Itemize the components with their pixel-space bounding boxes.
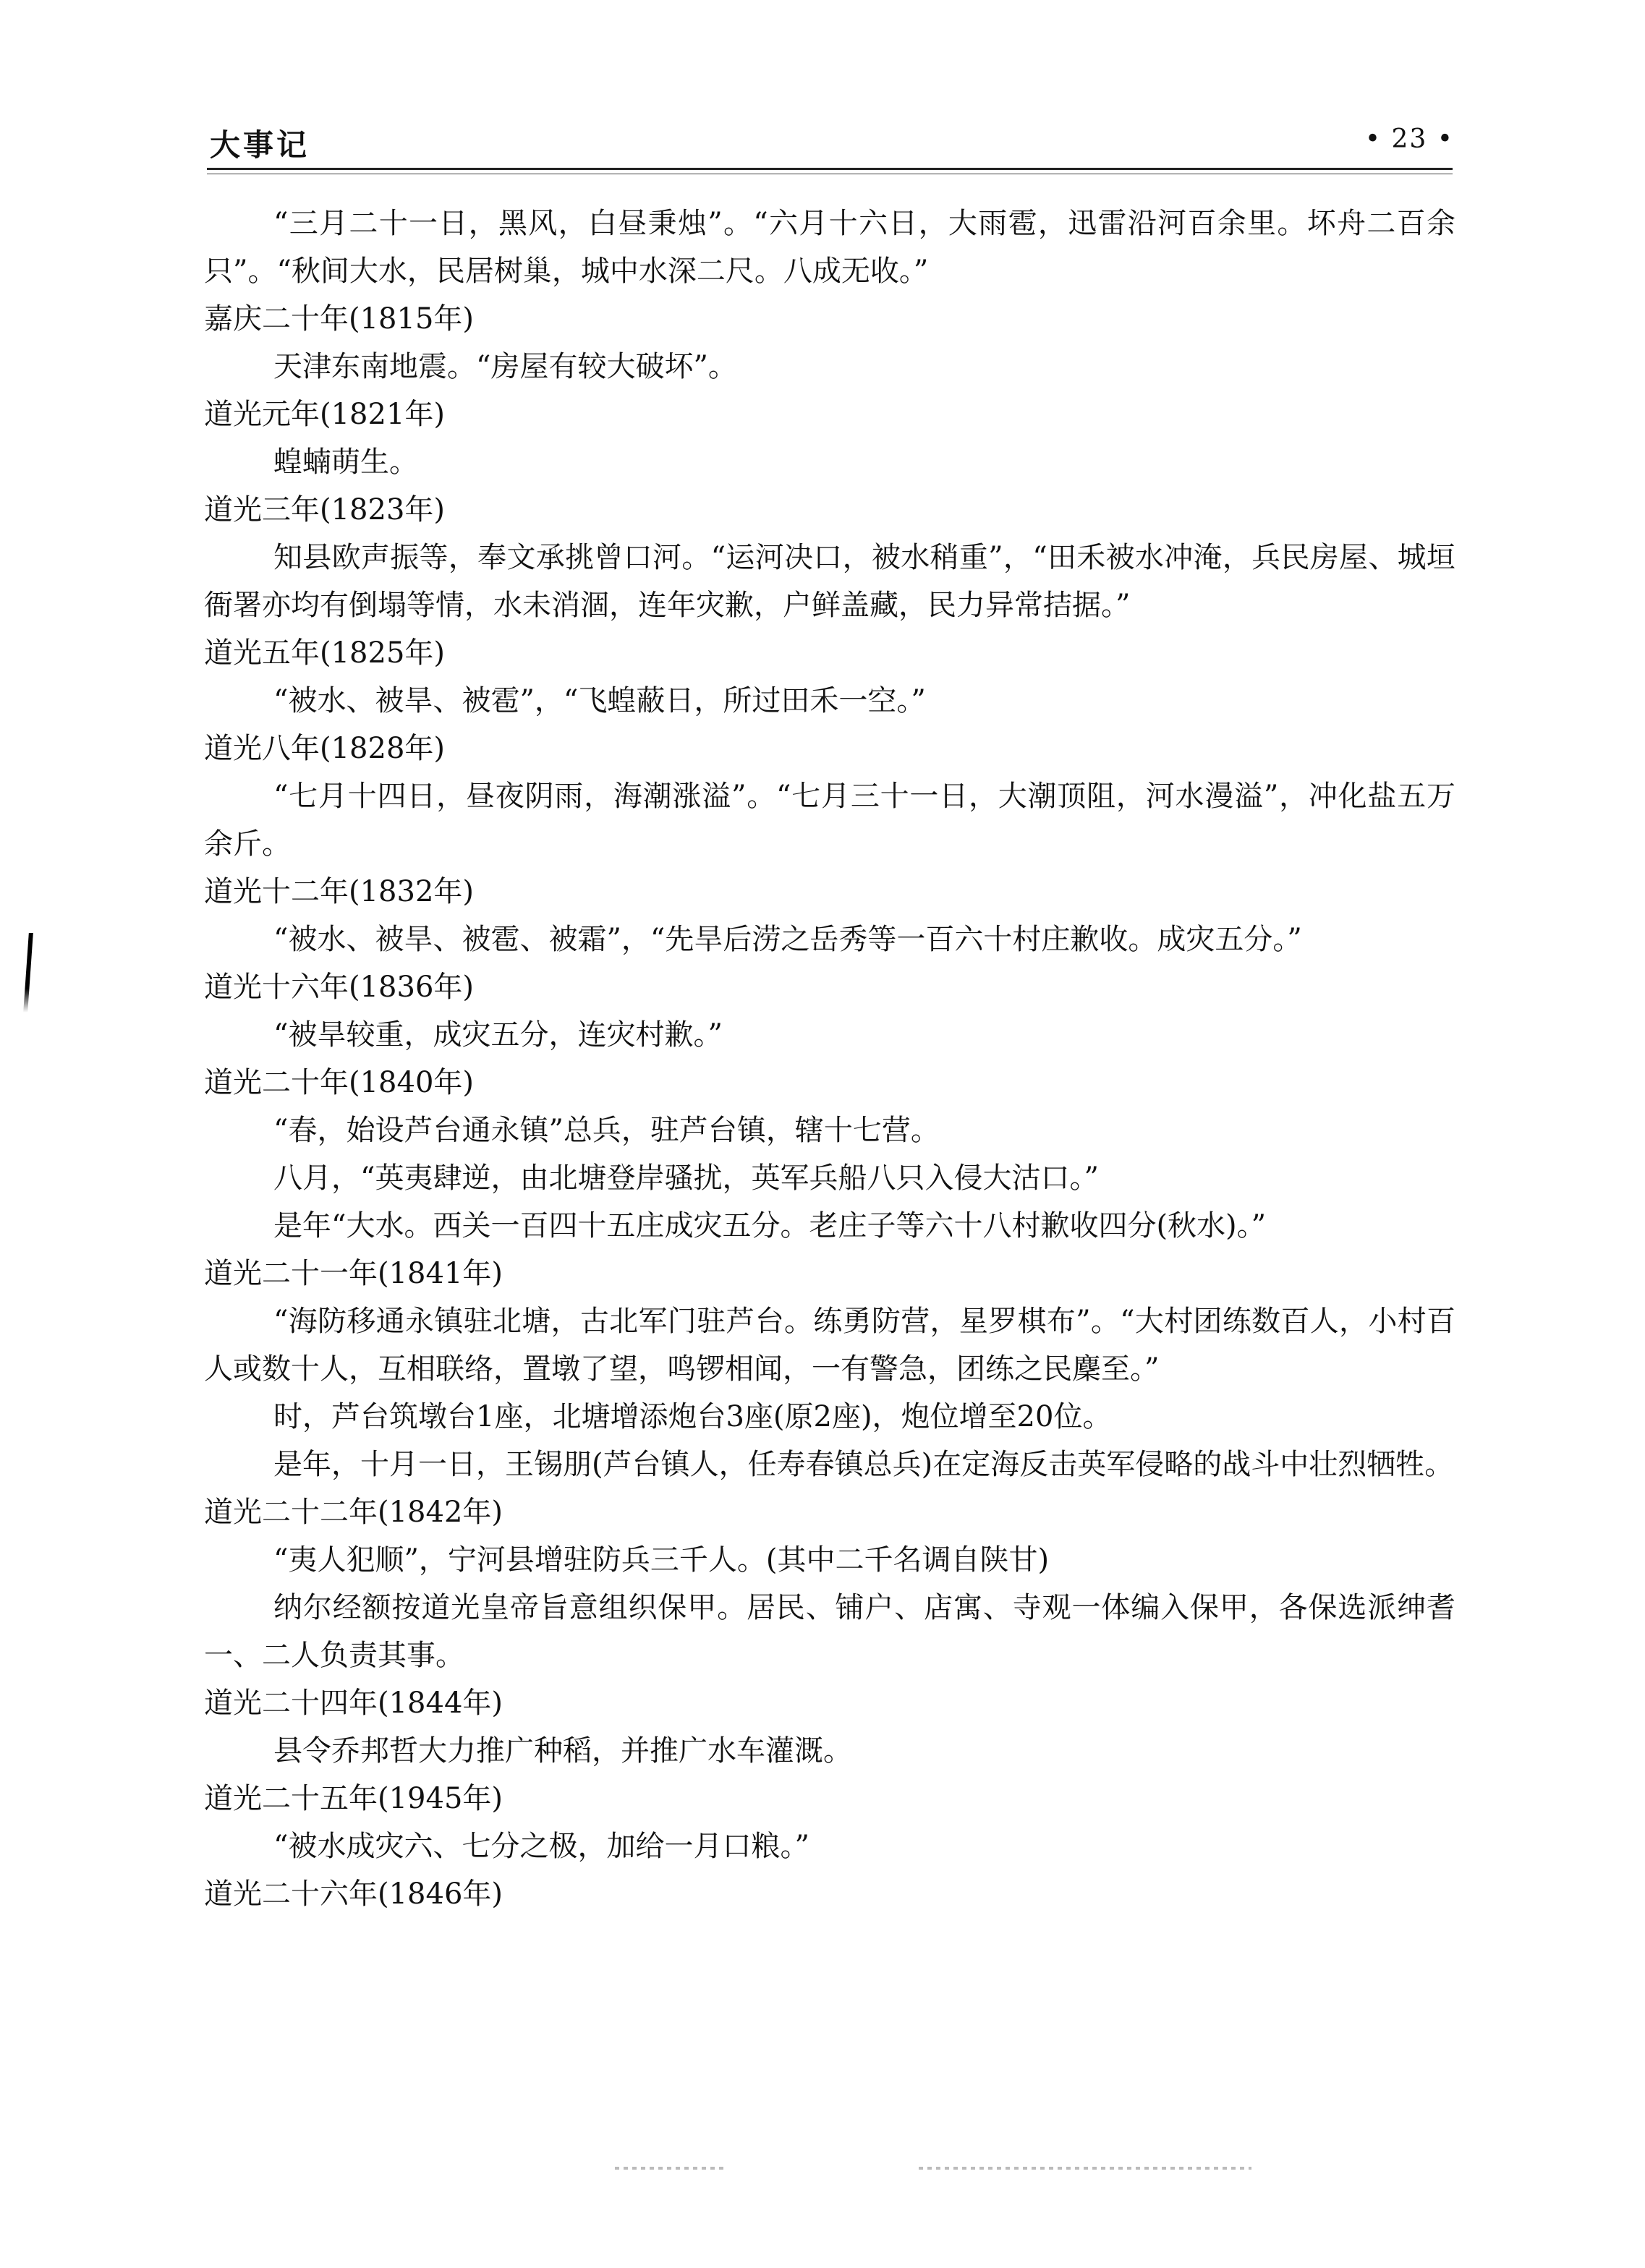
year-heading: 道光八年(1828年) [204,732,446,765]
entry-paragraph: “被水成灾六、七分之极，加给一月口粮。” [273,1830,809,1863]
year-heading: 道光二十二年(1842年) [204,1496,503,1529]
entry-paragraph: 时，芦台筑墩台1座，北塘增添炮台3座(原2座)，炮位增至20位。 [273,1400,1112,1433]
year-heading: 道光二十六年(1846年) [204,1877,503,1911]
entry-paragraph: 县令乔邦哲大力推广种稻，并推广水车灌溉。 [273,1734,852,1768]
scan-margin-mark [23,933,33,1012]
year-heading: 道光二十一年(1841年) [204,1257,503,1290]
year-heading: 道光五年(1825年) [204,636,446,670]
entry-paragraph: “春，始设芦台通永镇”总兵，驻芦台镇，辖十七营。 [273,1114,940,1147]
year-heading: 道光十二年(1832年) [204,875,475,908]
scan-artifact [615,2167,723,2170]
year-heading: 道光二十五年(1945年) [204,1782,503,1815]
scan-artifact [919,2167,1251,2170]
entry-paragraph: 八月，“英夷肆逆，由北塘登岸骚扰，英军兵船八只入侵大沽口。” [273,1161,1099,1195]
entry-paragraph: 纳尔经额按道光皇帝旨意组织保甲。居民、铺户、店寓、寺观一体编入保甲，各保选派绅耆一、二人负责其事。 [204,1591,1455,1672]
year-heading: 道光二十年(1840年) [204,1066,475,1099]
page-number: • 23 • [1364,124,1454,154]
entry-paragraph: “夷人犯顺”，宁河县增驻防兵三千人。(其中二千名调自陕甘) [273,1543,1050,1577]
entry-paragraph: “被水、被旱、被雹、被霜”，“先旱后涝之岳秀等一百六十村庄歉收。成灾五分。” [273,923,1302,956]
year-heading: 嘉庆二十年(1815年) [204,302,475,336]
entry-paragraph: “三月二十一日，黑风，白昼秉烛”。“六月十六日，大雨雹，迅雷沿河百余里。坏舟二百余只”。“秋间大水，民居树巢，城中水深二尺。八成无收。” [204,207,1455,288]
running-title: 大事记 [210,127,310,163]
entry-paragraph: “七月十四日，昼夜阴雨，海潮涨溢”。“七月三十一日，大潮顶阻，河水漫溢”，冲化盐五万余斤。 [204,780,1455,861]
year-heading: 道光三年(1823年) [204,493,446,526]
year-heading: 道光十六年(1836年) [204,971,475,1004]
entry-paragraph: 天津东南地震。“房屋有较大破坏”。 [273,350,737,383]
header-rule [207,168,1453,170]
entry-paragraph: “海防移通永镇驻北塘，古北军门驻芦台。练勇防营，星罗棋布”。“大村团练数百人，小村百人或数十人，互相联络，置墩了望，鸣锣相闻，一有警急，团练之民麇至。” [204,1305,1455,1386]
entry-paragraph: 是年“大水。西关一百四十五庄成灾五分。老庄子等六十八村歉收四分(秋水)。” [273,1209,1267,1242]
year-heading: 道光元年(1821年) [204,398,446,431]
entry-paragraph: “被水、被旱、被雹”，“飞蝗蔽日，所过田禾一空。” [273,684,926,717]
chronicle-body [204,200,1455,1918]
entry-paragraph: 蝗蝻萌生。 [273,446,418,479]
entry-paragraph: “被旱较重，成灾五分，连灾村歉。” [273,1018,723,1052]
entry-paragraph: 是年，十月一日，王锡朋(芦台镇人，任寿春镇总兵)在定海反击英军侵略的战斗中壮烈牺牲。 [273,1448,1454,1481]
entry-paragraph: 知县欧声振等，奉文承挑曾口河。“运河决口，被水稍重”，“田禾被水冲淹，兵民房屋、城垣衙署亦均有倒塌等情，水未消涸，连年灾歉，户鲜盖藏，民力异常拮据。” [204,541,1455,622]
year-heading: 道光二十四年(1844年) [204,1687,503,1720]
page-header [210,122,1454,165]
